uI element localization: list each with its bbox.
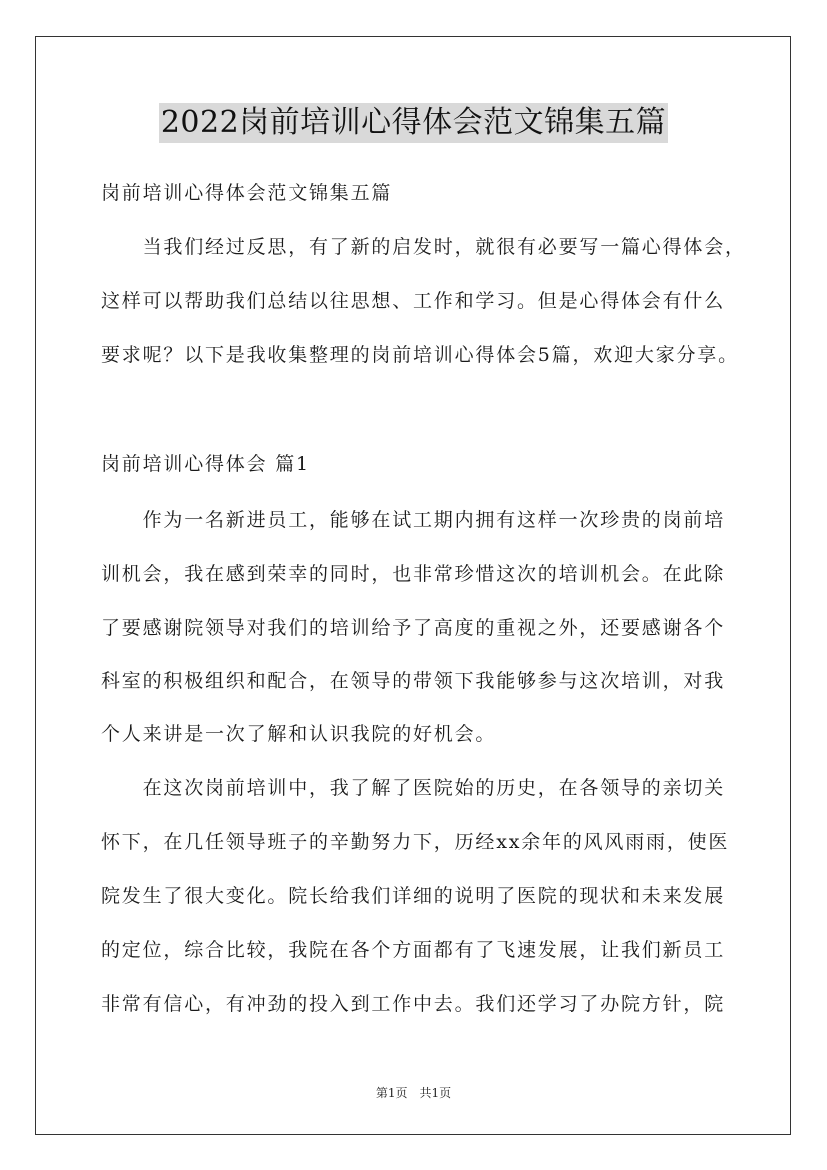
document-subtitle: 岗前培训心得体会范文锦集五篇 (101, 182, 393, 204)
intro-line: 这样可以帮助我们总结以往思想、工作和学习。但是心得体会有什么 (101, 290, 726, 312)
paragraph2-line: 在这次岗前培训中，我了解了医院始的历史，在各领导的亲切关 (101, 777, 726, 799)
document-title: 2022岗前培训心得体会范文锦集五篇 (159, 103, 668, 143)
intro-line: 当我们经过反思，有了新的启发时，就很有必要写一篇心得体会， (101, 236, 746, 258)
title-container (0, 103, 827, 143)
paragraph1-line: 了要感谢院领导对我们的培训给予了高度的重视之外，还要感谢各个 (101, 617, 726, 639)
paragraph2-line: 的定位，综合比较，我院在各个方面都有了飞速发展，让我们新员工 (101, 939, 726, 961)
paragraph1-line: 个人来讲是一次了解和认识我院的好机会。 (101, 723, 497, 745)
section-heading: 岗前培训心得体会 篇1 (101, 453, 310, 475)
paragraph1-line: 作为一名新进员工，能够在试工期内拥有这样一次珍贵的岗前培 (101, 509, 726, 531)
page-footer: 第1页 共1页 (375, 1086, 452, 1100)
intro-line: 要求呢？以下是我收集整理的岗前培训心得体会5篇，欢迎大家分享。 (101, 344, 739, 366)
paragraph2-line: 院发生了很大变化。院长给我们详细的说明了医院的现状和未来发展 (101, 885, 726, 907)
paragraph2-line: 非常有信心，有冲劲的投入到工作中去。我们还学习了办院方针，院 (101, 993, 726, 1015)
paragraph1-line: 训机会，我在感到荣幸的同时，也非常珍惜这次的培训机会。在此除 (101, 563, 726, 585)
paragraph2-line: 怀下，在几任领导班子的辛勤努力下，历经xx余年的风风雨雨，使医 (101, 831, 730, 853)
paragraph1-line: 科室的积极组织和配合，在领导的带领下我能够参与这次培训，对我 (101, 670, 726, 692)
